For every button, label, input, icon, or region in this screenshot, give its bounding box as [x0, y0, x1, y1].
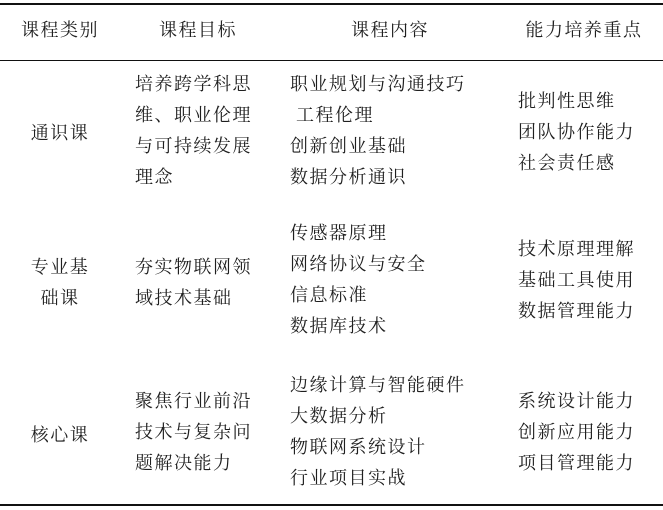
row-2-focus	[518, 234, 635, 327]
table-top-rule	[0, 3, 663, 5]
row-3-focus-line: 创新应用能力	[518, 422, 635, 443]
row-2-category	[0, 252, 120, 314]
header-course-goal: 课程目标	[159, 20, 237, 41]
row-1-focus-line: 团队协作能力	[518, 122, 635, 143]
row-2-focus-line: 数据管理能力	[518, 301, 635, 322]
row-2-content-line: 传感器原理	[290, 223, 388, 244]
row-1-content-line: 工程伦理	[296, 105, 374, 126]
row-1-goal-line: 理念	[135, 167, 174, 188]
header-course-category: 课程类别	[21, 20, 99, 41]
row-2-category-line: 础课	[40, 288, 80, 309]
row-1-goal	[135, 69, 252, 193]
row-3-category-line: 核心课	[30, 425, 90, 446]
row-3-goal-line: 聚焦行业前沿	[135, 391, 252, 412]
row-3-goal	[135, 386, 252, 479]
row-1-category	[0, 118, 120, 149]
row-3-category	[0, 420, 120, 451]
row-1-goal-line: 维、职业伦理	[135, 105, 252, 126]
row-3-focus-line: 系统设计能力	[518, 391, 635, 412]
row-2-category-line: 专业基	[30, 257, 90, 278]
row-3-content-line: 物联网系统设计	[290, 437, 427, 458]
row-1-content-line: 职业规划与沟通技巧	[290, 74, 466, 95]
row-3-content	[290, 370, 466, 494]
row-2-content-line: 数据库技术	[290, 316, 388, 337]
header-course-content: 课程内容	[351, 20, 429, 41]
row-2-content-line: 网络协议与安全	[290, 254, 427, 275]
row-2-goal-line: 域技术基础	[135, 288, 233, 309]
row-1-content-line: 数据分析通识	[290, 167, 407, 188]
row-3-content-line: 大数据分析	[290, 406, 388, 427]
row-1-category-line: 通识课	[30, 123, 90, 144]
row-1-content	[290, 69, 466, 193]
table-bottom-rule	[0, 504, 663, 506]
row-2-focus-line: 基础工具使用	[518, 270, 635, 291]
row-3-focus	[518, 386, 635, 479]
row-1-focus-line: 社会责任感	[518, 153, 616, 174]
row-2-content-line: 信息标准	[290, 285, 368, 306]
row-2-goal	[135, 252, 252, 314]
row-3-goal-line: 题解决能力	[135, 453, 233, 474]
row-3-focus-line: 项目管理能力	[518, 453, 635, 474]
row-3-content-line: 行业项目实战	[290, 468, 407, 489]
row-1-focus-line: 批判性思维	[518, 91, 616, 112]
row-2-focus-line: 技术原理理解	[518, 239, 635, 260]
row-3-goal-line: 技术与复杂问	[135, 422, 252, 443]
row-3-content-line: 边缘计算与智能硬件	[290, 375, 466, 396]
row-1-goal-line: 与可持续发展	[135, 136, 252, 157]
row-1-focus	[518, 86, 635, 179]
row-1-goal-line: 培养跨学科思	[135, 74, 252, 95]
header-ability-focus: 能力培养重点	[525, 20, 643, 41]
header-divider-rule	[0, 60, 663, 61]
row-2-content	[290, 218, 427, 342]
row-2-goal-line: 夯实物联网领	[135, 257, 252, 278]
row-1-content-line: 创新创业基础	[290, 136, 407, 157]
